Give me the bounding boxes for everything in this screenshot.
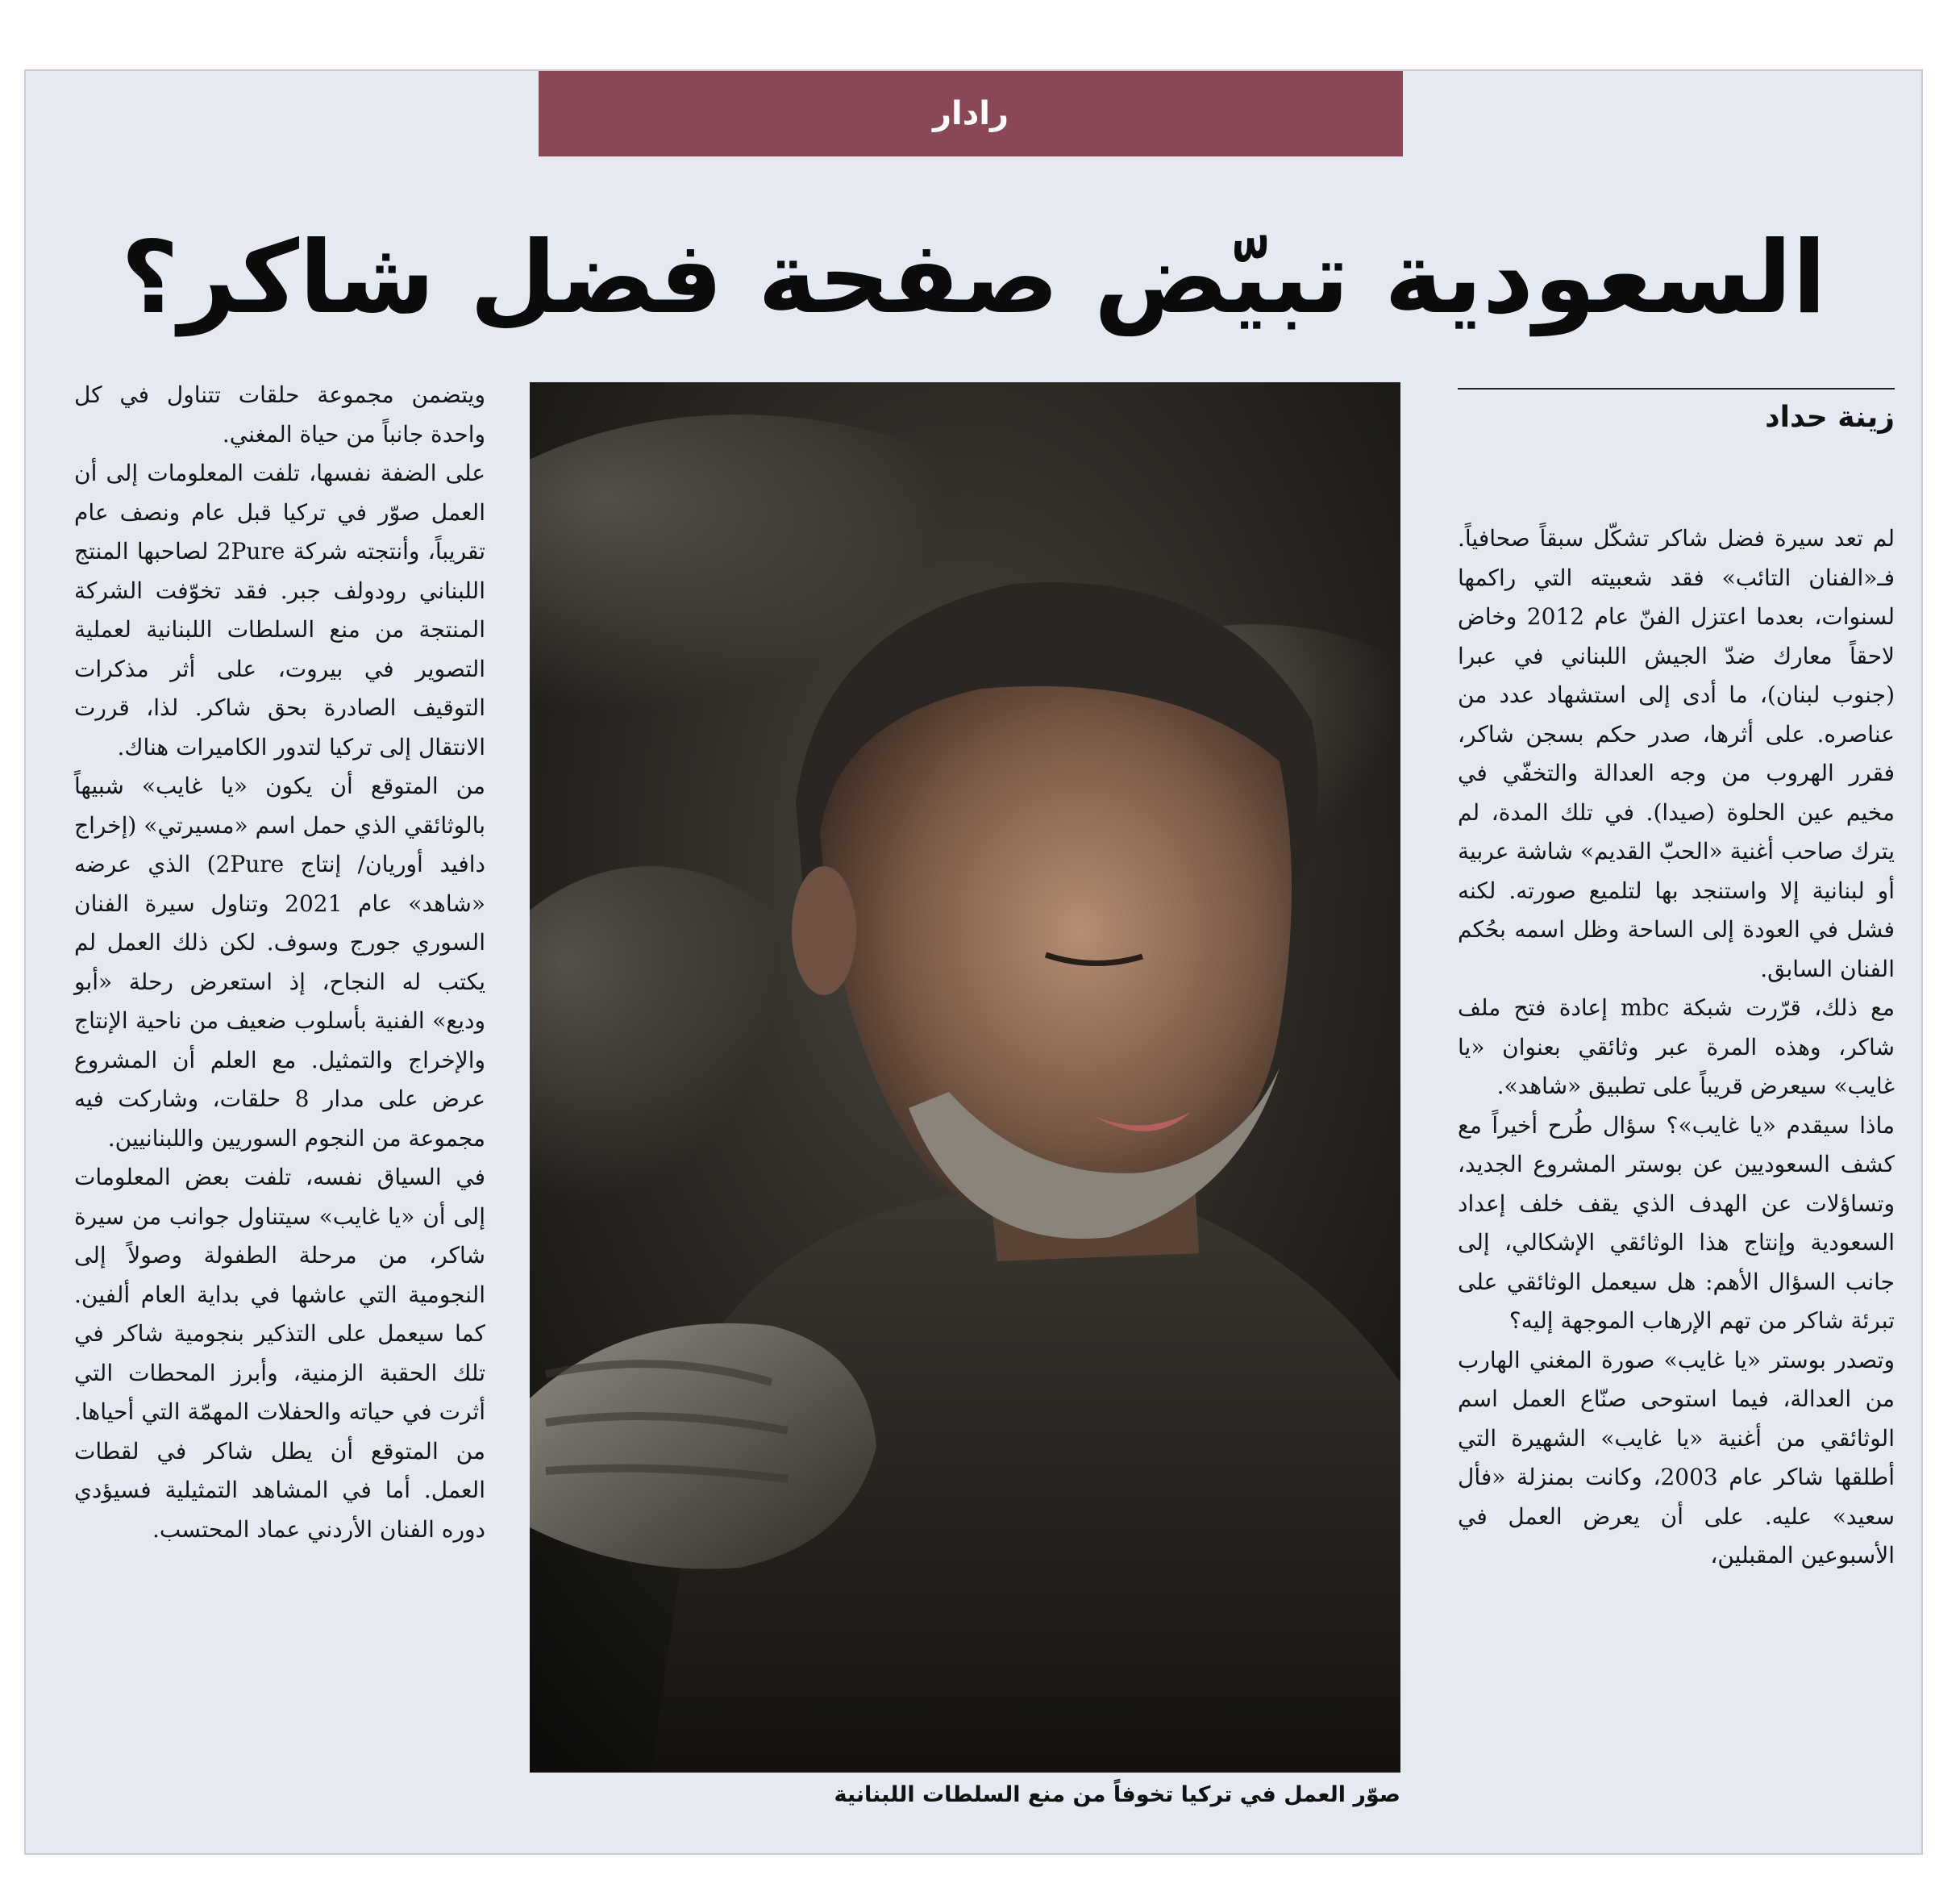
article-photo xyxy=(530,382,1400,1773)
paragraph: من المتوقع أن يكون «يا غايب» شبيهاً بالوثائقي الذي حمل اسم «مسيرتي» (إخراج دافيد أوريان/ إنتاج 2Pure) الذي عرضه «شاهد» عام 2021 وتناول سيرة الفنان السوري جورج وسوف. لكن ذلك العمل لم يكتب له النجاح، إذ استعرض رحلة «أبو وديع» الفنية بأسلوب ضعيف من ناحية الإنتاج والإخراج والتمثيل. مع العلم أن المشروع عرض على مدار 8 حلقات، وشاركت فيه مجموعة من النجوم السوريين واللبنانيين. xyxy=(74,773,485,1152)
section-banner xyxy=(539,71,1403,156)
paragraph: ماذا سيقدم «يا غايب»؟ سؤال طُرح أخيراً مع كشف السعوديين عن بوستر المشروع الجديد، وتساؤلات عن الهدف الذي يقف خلف إعداد السعودية وإنتاج هذا الوثائقي الإشكالي، إلى جانب السؤال الأهم: هل سيعمل الوثائقي على تبرئة شاكر من تهم الإرهاب الموجهة إليه؟ xyxy=(1458,1111,1895,1334)
paragraph: مع ذلك، قرّرت شبكة mbc إعادة فتح ملف شاكر، وهذه المرة عبر وثائقي بعنوان «يا غايب» سيعرض قريباً على تطبيق «شاهد». xyxy=(1458,994,1895,1099)
photo-caption: صوّر العمل في تركيا تخوفاً من منع السلطات اللبنانية xyxy=(834,1782,1400,1807)
article-column-left xyxy=(74,376,485,1549)
author-byline: زينة حداد xyxy=(1765,401,1895,434)
paragraph: على الضفة نفسها، تلفت المعلومات إلى أن العمل صوّر في تركيا قبل عام ونصف عام تقريباً، وأنتجته شركة 2Pure لصاحبها المنتج اللبناني رودولف جبر. فقد تخوّفت الشركة المنتجة من منع السلطات اللبنانية لعملية التصوير في بيروت، على أثر مذكرات التوقيف الصادرة بحق شاكر. لذا، قررت الانتقال إلى تركيا لتدور الكاميرات هناك. xyxy=(74,460,486,760)
headline: السعودية تبيّض صفحة فضل شاكر؟ xyxy=(120,220,1827,336)
paragraph: في السياق نفسه، تلفت بعض المعلومات إلى أن «يا غايب» سيتناول جوانب من سيرة شاكر، من مرحلة الطفولة وصولاً إلى النجومية التي عاشها في بداية العام ألفين. كما سيعمل على التذكير بنجومية شاكر في تلك الحقبة الزمنية، وأبرز المحطات التي أثرت في حياته والحفلات المهمّة التي أحياها. من المتوقع أن يطل شاكر في لقطات العمل. أما في المشاهد التمثيلية فسيؤدي دوره الفنان الأردني عماد المحتسب. xyxy=(74,1164,485,1543)
paragraph: ويتضمن مجموعة حلقات تتناول في كل واحدة جانباً من حياة المغني. xyxy=(74,381,485,448)
paragraph: وتصدر بوستر «يا غايب» صورة المغني الهارب من العدالة، فيما استوحى صنّاع العمل اسم الوثائقي من أغنية «يا غايب» الشهيرة التي أطلقها شاكر عام 2003، وكانت بمنزلة «فأل سعيد» عليه. على أن يعرض العمل في الأسبوعين المقبلين، xyxy=(1458,1346,1895,1569)
newspaper-page xyxy=(24,69,1923,1855)
byline-divider xyxy=(1458,388,1895,390)
article-column-right xyxy=(1458,519,1895,1576)
paragraph: لم تعد سيرة فضل شاكر تشكّل سبقاً صحافياً. فـ«الفنان التائب» فقد شعبيته التي راكمها لسنوات، بعدما اعتزل الفنّ عام 2012 وخاض لاحقاً معارك ضدّ الجيش اللبناني في عبرا (جنوب لبنان)، ما أدى إلى استشهاد عدد من عناصره. على أثرها، صدر حكم بسجن شاكر، فقرر الهروب من وجه العدالة والتخفّي في مخيم عين الحلوة (صيدا). في تلك المدة، لم يترك صاحب أغنية «الحبّ القديم» شاشة عربية أو لبنانية إلا واستنجد بها لتلميع صورته. لكنه فشل في العودة إلى الساحة وظل اسمه بحُكم الفنان السابق. xyxy=(1458,525,1895,982)
section-label: رادار xyxy=(933,95,1009,132)
